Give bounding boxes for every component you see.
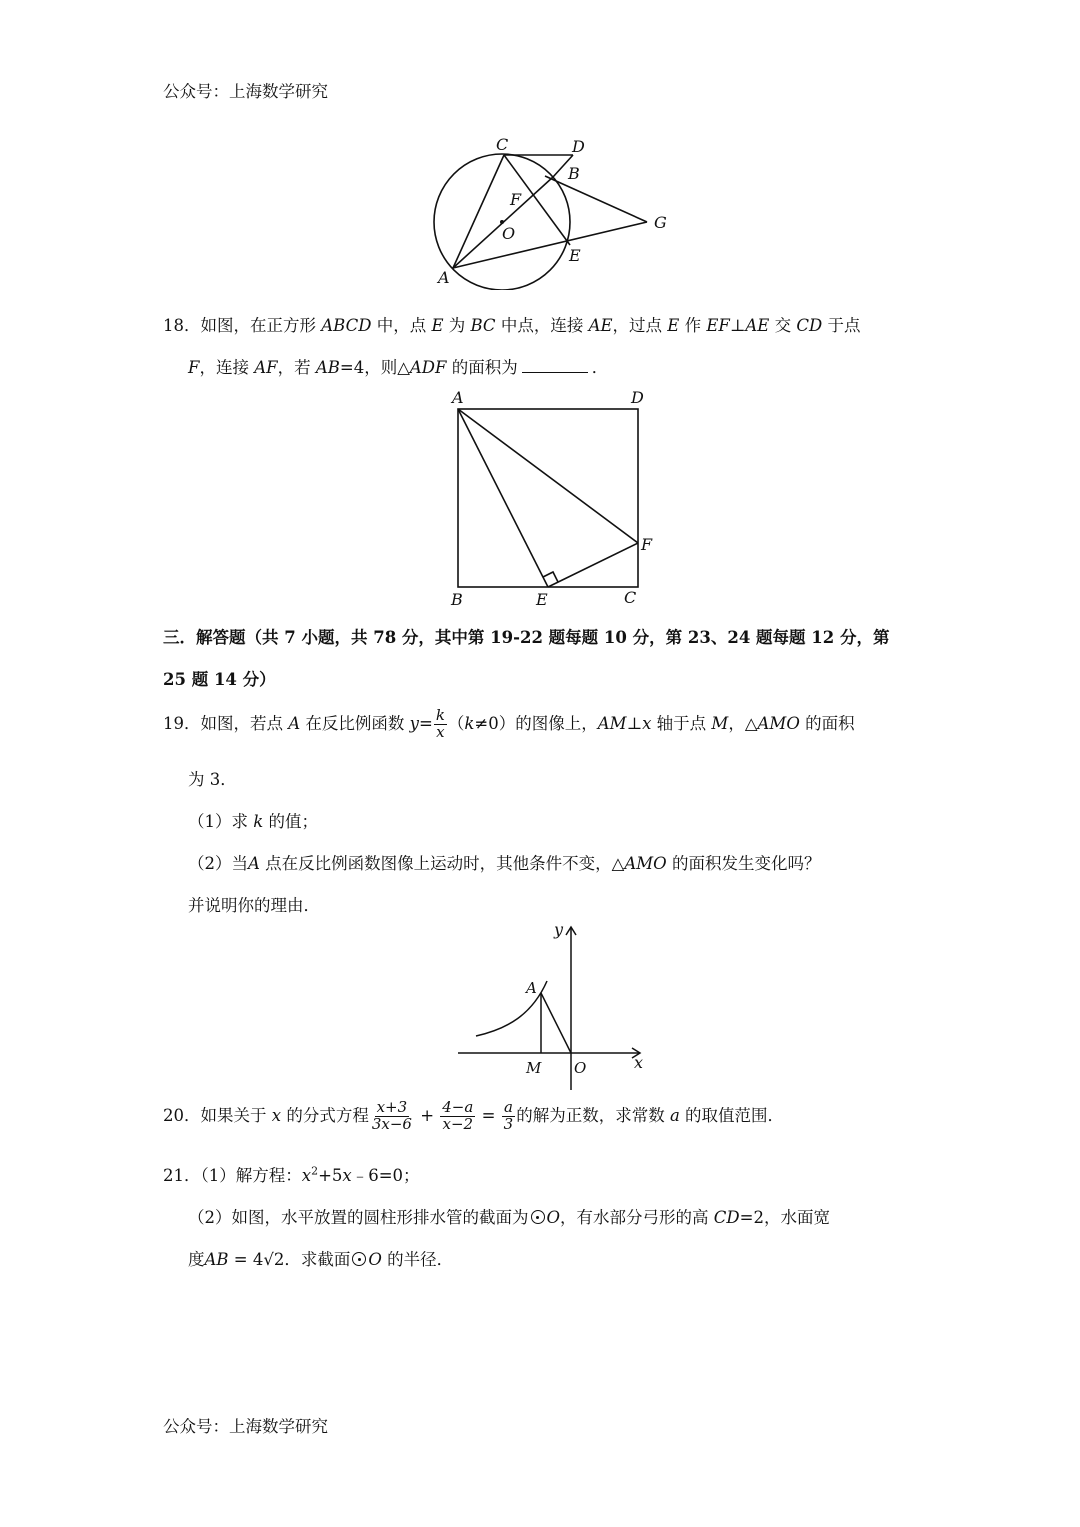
- q21-o: O: [546, 1208, 561, 1227]
- question-19-line1: [163, 708, 855, 741]
- q21-text: +5: [318, 1166, 343, 1185]
- q19-text: 的值；: [268, 812, 318, 831]
- q18-text: ，过点: [612, 316, 663, 335]
- q19-number: 19．: [163, 713, 201, 733]
- label-c: C: [624, 588, 637, 607]
- question-19-part2-line2: 并说明你的理由．: [188, 896, 320, 915]
- figure-hyperbola: [452, 915, 652, 1095]
- label-b: B: [568, 164, 580, 183]
- q18-bc: BC: [470, 316, 496, 335]
- q18-number: 18．: [163, 316, 201, 335]
- q18-text: =4，则△: [339, 358, 410, 377]
- segment-ag: [453, 222, 647, 268]
- label-d: D: [572, 137, 585, 156]
- label-o: O: [502, 224, 516, 243]
- q21-text: = 4√2．求截面: [228, 1250, 351, 1269]
- axis-label-x: x: [634, 1053, 644, 1072]
- circle-dot-icon: [531, 1210, 545, 1224]
- q21-number: 21．: [163, 1166, 201, 1185]
- q20-a: a: [669, 1105, 680, 1125]
- segment-af: [458, 409, 638, 543]
- plus-sign: +: [420, 1105, 435, 1125]
- q19-k: k: [464, 713, 475, 733]
- q19-text: （2）当: [188, 854, 248, 873]
- q19-text: 的面积发生变化吗？: [671, 854, 821, 873]
- frac-num: k: [435, 706, 445, 724]
- question-21-part1: [163, 1162, 420, 1186]
- question-19-part1: [188, 808, 318, 832]
- label-f: F: [510, 190, 522, 209]
- segment-ae: [458, 409, 548, 587]
- label-m: M: [526, 1059, 542, 1077]
- frac-den: 3x−6: [371, 1114, 412, 1133]
- q19-k: k: [253, 812, 264, 831]
- frac-den: x−2: [442, 1114, 474, 1133]
- q19-text: ≠0）的图像上，: [474, 713, 598, 733]
- q19-text: 如图，若点: [200, 713, 283, 733]
- q21-text: 度: [188, 1250, 205, 1269]
- frac-den: x: [436, 722, 445, 741]
- q21-x: x: [301, 1166, 312, 1185]
- q18-af: AF: [254, 358, 278, 377]
- label-o: O: [574, 1059, 587, 1077]
- q21-text: （2）如图，水平放置的圆柱形排水管的截面为: [188, 1208, 529, 1227]
- frac-den: 3: [503, 1114, 514, 1133]
- fraction-2: [440, 1100, 475, 1133]
- q18-text: 中点，连接: [500, 316, 584, 335]
- circle-dot-icon: [352, 1252, 366, 1266]
- figure17-lines: [434, 154, 647, 290]
- q19-text: （: [447, 713, 465, 733]
- q19-y: y: [409, 713, 419, 733]
- q18-abcd: ABCD: [321, 316, 372, 335]
- q21-text: 的半径．: [387, 1250, 454, 1269]
- q18-text: 的面积为: [451, 358, 518, 377]
- header-watermark: 公众号：上海数学研究: [163, 82, 328, 101]
- label-e: E: [536, 590, 548, 609]
- label-d: D: [631, 388, 644, 407]
- q20-text: 如果关于: [200, 1105, 267, 1125]
- q19-text: 点在反比例函数图像上运动时，其他条件不变，△: [265, 854, 625, 873]
- equals-sign: =: [481, 1105, 496, 1125]
- q19-amo: AMO: [624, 854, 667, 873]
- frac-num: a: [503, 1098, 513, 1116]
- q19-a: A: [248, 854, 260, 873]
- question-20: [163, 1100, 784, 1133]
- q18-e: E: [431, 316, 444, 335]
- q21-x: x: [342, 1166, 352, 1185]
- figure19-lines: [458, 927, 640, 1090]
- question-19-part2: [188, 850, 820, 874]
- q18-ef: EF: [706, 316, 730, 335]
- figure-square: [440, 385, 670, 615]
- q18-e: E: [667, 316, 680, 335]
- q20-number: 20．: [163, 1105, 201, 1125]
- label-a: A: [452, 388, 464, 407]
- label-b: B: [451, 590, 463, 609]
- q18-ab: AB: [315, 358, 340, 377]
- segment-ao: [541, 993, 571, 1053]
- axis-label-y: y: [554, 920, 564, 939]
- label-a: A: [526, 979, 537, 997]
- frac-num: x+3: [376, 1098, 408, 1116]
- q21-o: O: [368, 1250, 382, 1269]
- q19-text: 的面积: [805, 713, 855, 733]
- q18-text: 交: [774, 316, 792, 335]
- question-18-line1: [163, 312, 860, 336]
- q18-text: 于点: [827, 316, 861, 335]
- q21-text: ﹣6=0；: [351, 1166, 420, 1185]
- segment-ca: [453, 155, 504, 268]
- q18-cd: CD: [796, 316, 823, 335]
- figure18-lines: [458, 409, 638, 587]
- q18-text: 如图，在正方形: [200, 316, 316, 335]
- q18-text: 为: [448, 316, 466, 335]
- q18-f: F: [188, 358, 200, 377]
- q21-sup: 2: [311, 1164, 319, 1178]
- question-19-line2: 为 3．: [188, 770, 237, 789]
- q19-text: （1）求: [188, 812, 248, 831]
- square-abcd: [458, 409, 638, 587]
- label-f: F: [641, 535, 653, 554]
- q18-text: 作: [684, 316, 702, 335]
- q21-text: ，有水部分弓形的高: [560, 1208, 709, 1227]
- label-a: A: [438, 268, 450, 287]
- q19-m: M: [711, 713, 729, 733]
- q18-ae: AE: [745, 316, 770, 335]
- q19-text: 在反比例函数: [305, 713, 405, 733]
- fraction-3: [502, 1100, 516, 1133]
- q21-text: =2，水面宽: [739, 1208, 830, 1227]
- q19-amo: AMO: [757, 713, 800, 733]
- q18-ae: AE: [588, 316, 613, 335]
- label-e: E: [569, 246, 581, 265]
- q18-adf: ADF: [409, 358, 447, 377]
- q20-text: 的取值范围．: [685, 1105, 785, 1125]
- q21-text: （1）解方程：: [200, 1166, 302, 1185]
- fraction-1: [370, 1100, 414, 1133]
- q19-am: AM: [597, 713, 627, 733]
- section-3-heading: 三．解答题（共 7 小题，共 78 分，其中第 19-22 题每题 10 分，第 23、24 题每题 12 分，第: [163, 628, 890, 647]
- q21-cd: CD: [713, 1208, 740, 1227]
- q20-x: x: [271, 1105, 282, 1125]
- q19-text: 轴于点: [656, 713, 707, 733]
- q19-perp: ⊥: [626, 713, 643, 733]
- q19-a: A: [288, 713, 301, 733]
- q19-text: ，△: [728, 713, 758, 733]
- q20-text: 的解为正数，求常数: [516, 1105, 665, 1125]
- question-18-line2: [188, 354, 608, 378]
- footer-watermark: 公众号：上海数学研究: [163, 1417, 328, 1436]
- answer-blank: [522, 358, 588, 373]
- q18-text: ．: [591, 358, 609, 377]
- q18-perp: ⊥: [729, 316, 746, 335]
- section-3-heading-line2: 25 题 14 分）: [163, 670, 276, 689]
- q21-ab: AB: [204, 1250, 229, 1269]
- question-21-part2-line2: [188, 1246, 453, 1270]
- label-c: C: [496, 135, 509, 154]
- q18-text: ，连接: [199, 358, 249, 377]
- figure-circle-tangent: [425, 130, 685, 290]
- q20-text: 的分式方程: [286, 1105, 369, 1125]
- question-21-part2: [188, 1204, 830, 1228]
- segment-bg: [545, 176, 647, 222]
- q18-text: 中，点: [376, 316, 427, 335]
- segment-ef: [548, 543, 638, 587]
- fraction-k-over-x: [434, 708, 447, 741]
- q19-eq: =: [419, 713, 433, 733]
- q19-x: x: [642, 713, 652, 733]
- label-g: G: [654, 213, 667, 232]
- frac-num: 4−a: [442, 1098, 474, 1116]
- q18-text: ，若: [277, 358, 311, 377]
